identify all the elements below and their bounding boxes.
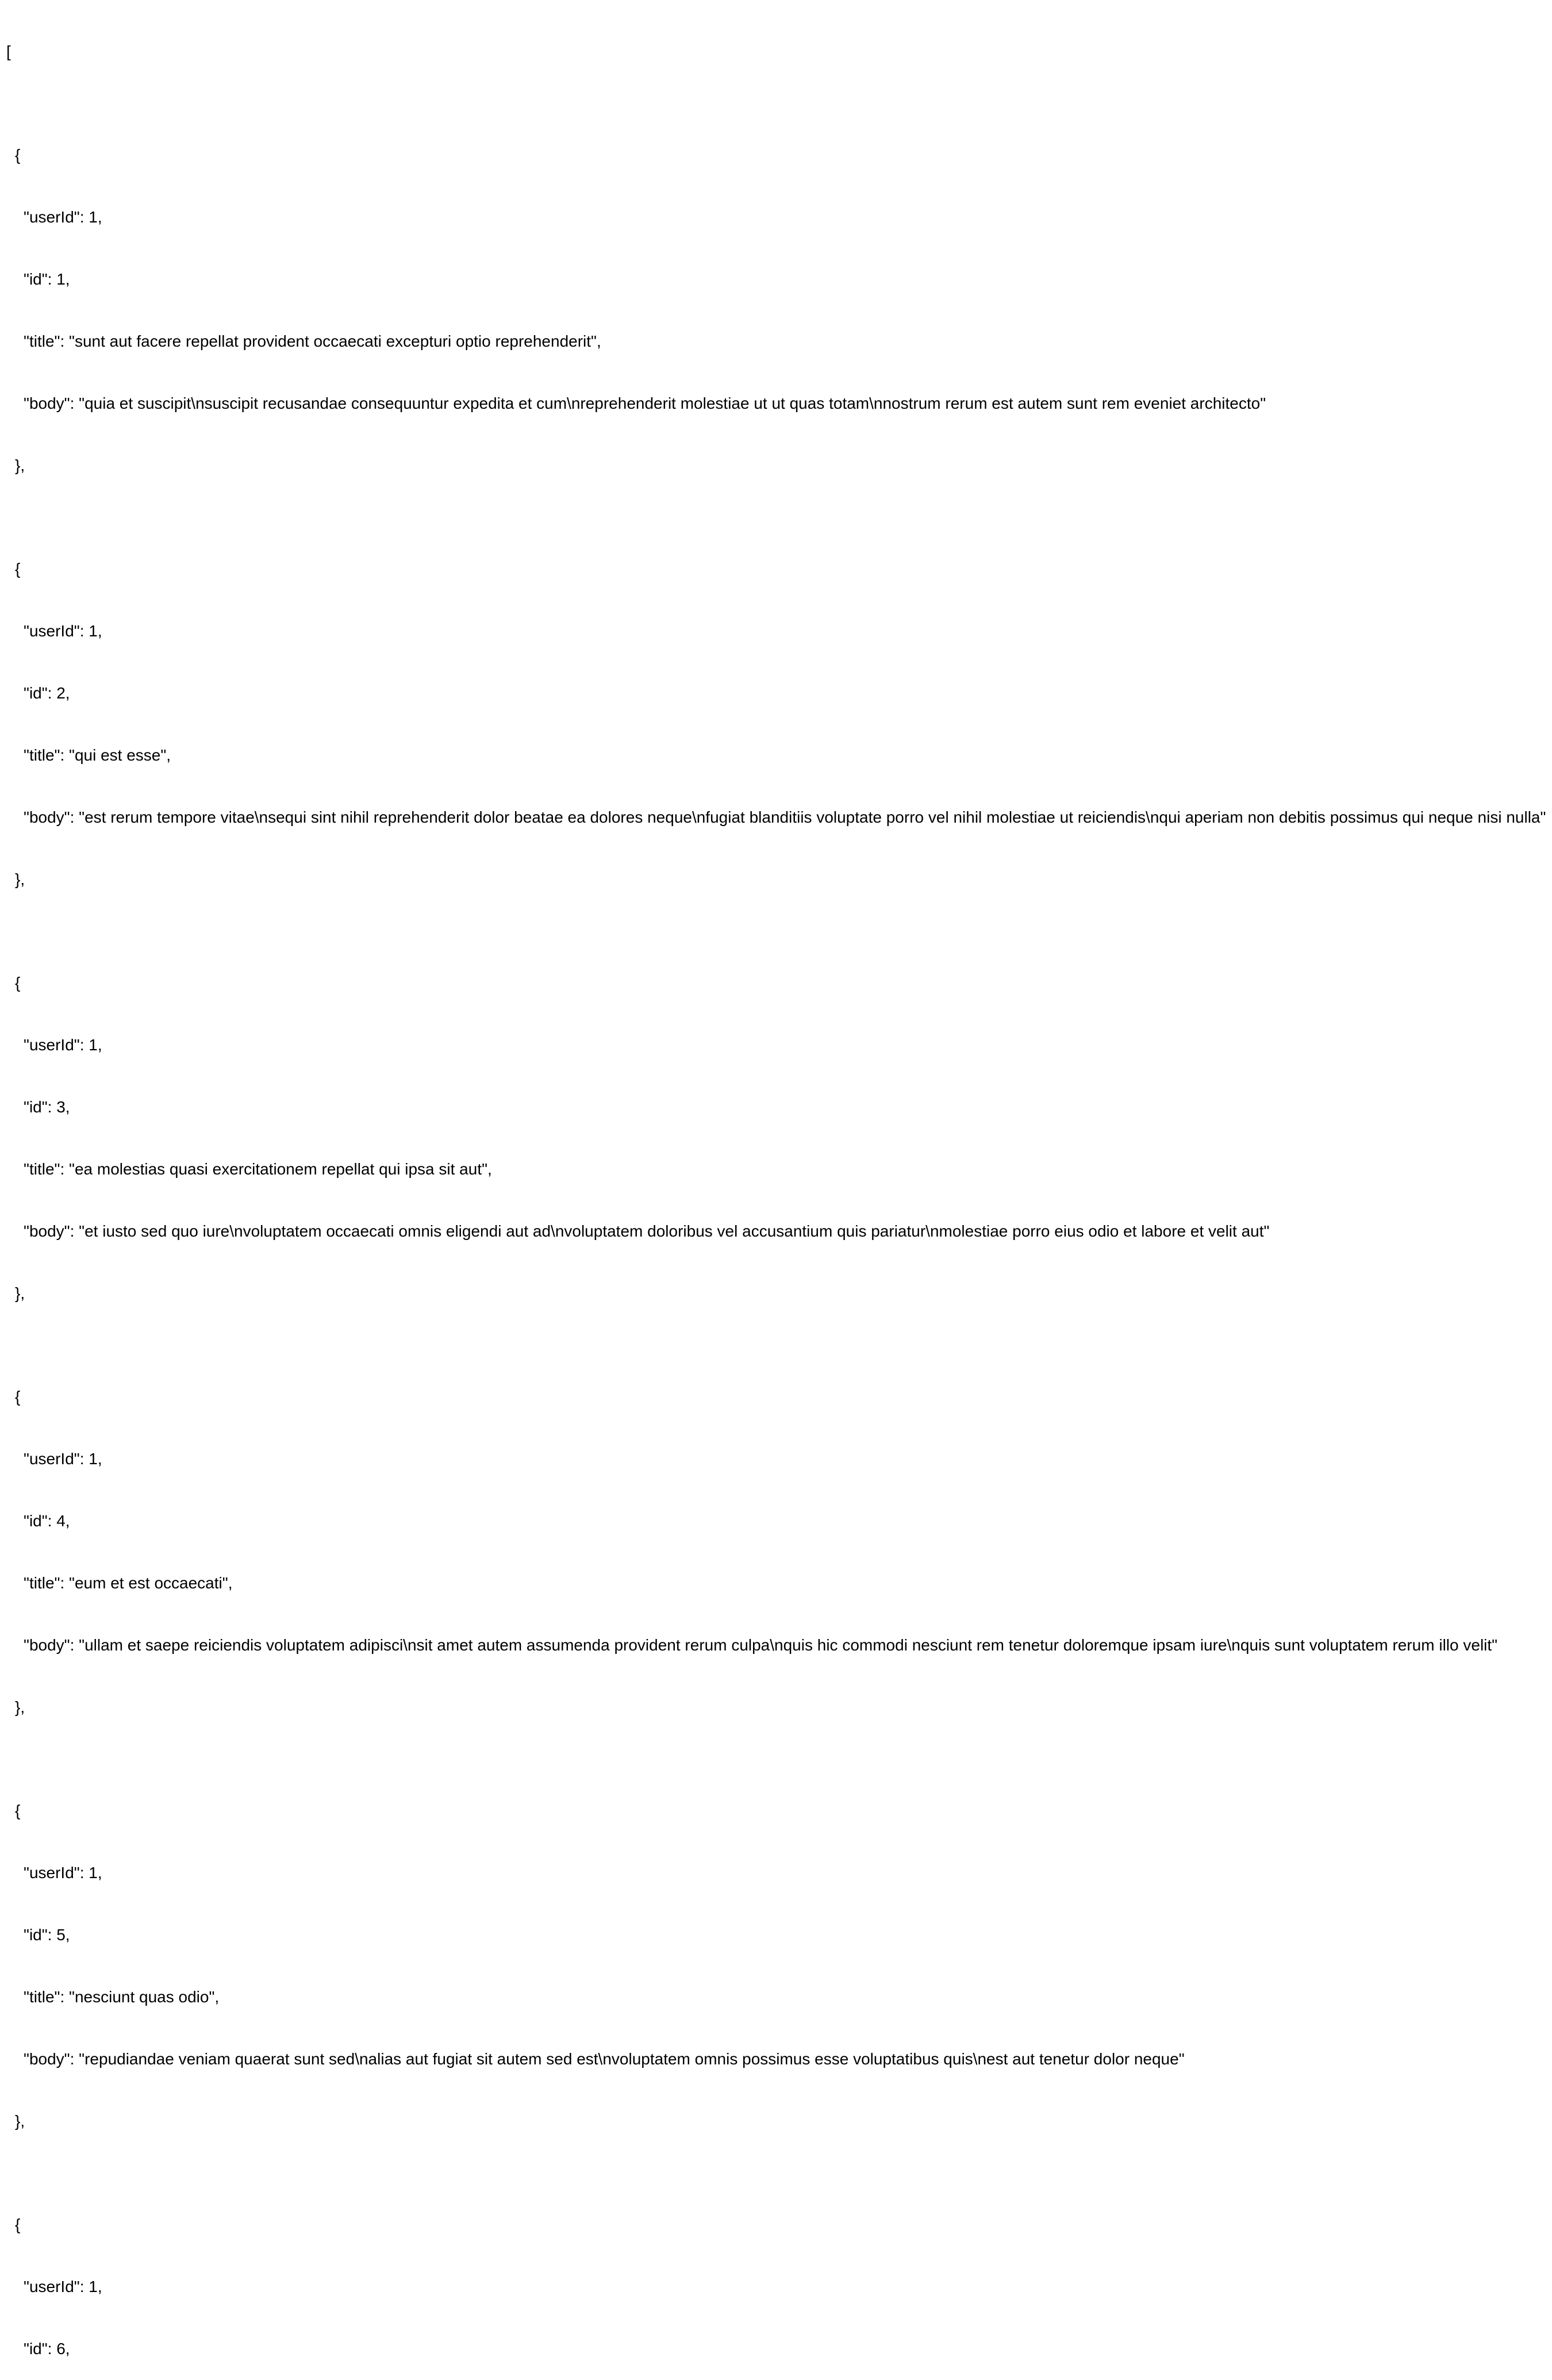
object-close-brace: }, (15, 1698, 25, 1716)
field-body: "body": "quia et suscipit\nsuscipit recusandae consequuntur expedita et cum\nreprehenderit molestiae ut ut quas totam\nnostrum rerum est autem sunt rem eveniet architecto" (24, 394, 1266, 412)
field-title: "title": "eum et est occaecati", (24, 1574, 233, 1592)
object-close-brace: }, (15, 870, 25, 888)
field-userid: "userId": 1, (24, 1036, 102, 1054)
field-userid: "userId": 1, (24, 208, 102, 226)
field-id: "id": 6, (24, 2340, 70, 2358)
field-id: "id": 2, (24, 684, 70, 702)
field-body: "body": "repudiandae veniam quaerat sunt sed\nalias aut fugiat sit autem sed est\nvoluptatem omnis possimus esse voluptatibus quis\nest aut tenetur dolor neque" (24, 2050, 1185, 2068)
field-title: "title": "qui est esse", (24, 746, 171, 764)
field-userid: "userId": 1, (24, 1864, 102, 1882)
object-open-brace: { (15, 1388, 21, 1406)
object-close-brace: }, (15, 1284, 25, 1302)
field-id: "id": 3, (24, 1098, 70, 1116)
object-open-brace: { (15, 2216, 21, 2233)
field-body: "body": "est rerum tempore vitae\nsequi sint nihil reprehenderit dolor beatae ea dolores neque\nfugiat blanditiis voluptate porro vel nihil molestiae ut reiciendis\nqui aperiam non debitis possimus qui neque nisi nulla" (24, 808, 1546, 826)
object-close-brace: }, (15, 456, 25, 474)
field-id: "id": 4, (24, 1512, 70, 1530)
object-open-brace: { (15, 146, 21, 164)
open-bracket: [ (6, 43, 11, 60)
field-title: "title": "nesciunt quas odio", (24, 1988, 220, 2006)
field-title: "title": "sunt aut facere repellat provident occaecati excepturi optio reprehenderit", (24, 332, 601, 350)
field-title: "title": "ea molestias quasi exercitationem repellat qui ipsa sit aut", (24, 1160, 492, 1178)
field-id: "id": 1, (24, 270, 70, 288)
object-open-brace: { (15, 1802, 21, 1819)
field-userid: "userId": 1, (24, 622, 102, 640)
field-userid: "userId": 1, (24, 1450, 102, 1468)
object-open-brace: { (15, 560, 21, 578)
field-body: "body": "ullam et saepe reiciendis voluptatem adipisci\nsit amet autem assumenda provident rerum culpa\nquis hic commodi nesciunt rem tenetur doloremque ipsam iure\nquis sunt voluptatem rerum illo velit" (24, 1636, 1498, 1654)
field-id: "id": 5, (24, 1926, 70, 1944)
field-body: "body": "et iusto sed quo iure\nvoluptatem occaecati omnis eligendi aut ad\nvoluptatem doloribus vel accusantium quis pariatur\nmolestiae porro eius odio et labore et velit aut" (24, 1222, 1270, 1240)
object-close-brace: }, (15, 2112, 25, 2130)
field-userid: "userId": 1, (24, 2278, 102, 2295)
object-open-brace: { (15, 974, 21, 992)
